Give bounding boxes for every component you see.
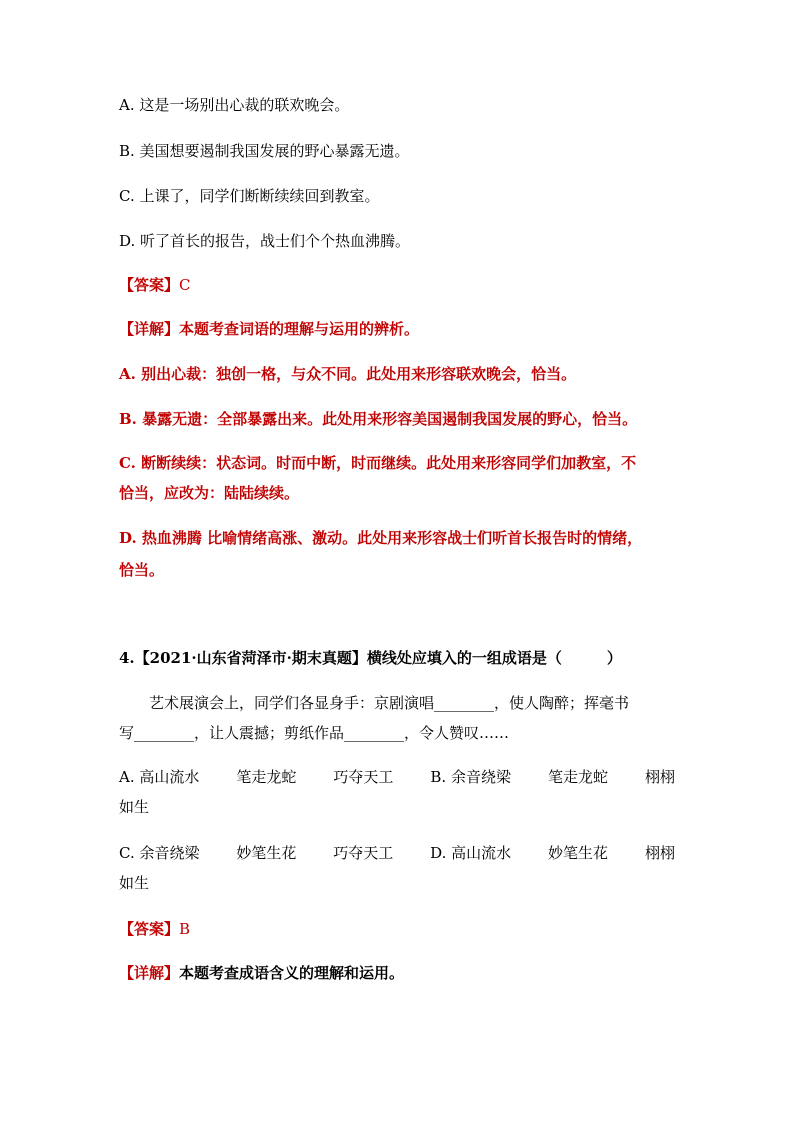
q3-option-a: A. 这是一场别出心裁的联欢晚会。 (119, 96, 350, 114)
q3-explanation-c-line1: C. 断断续续：状态词。时而中断，时而继续。此处用来形容同学们加教室，不 (119, 454, 637, 472)
q3-explanation-b: B. 暴露无遗：全部暴露出来。此处用来形容美国遏制我国发展的野心，恰当。 (119, 410, 638, 428)
q4-answer-value: B (179, 920, 191, 938)
q4-answer (119, 914, 679, 944)
q4-row1-tail: 如生 (119, 798, 150, 816)
q4-row2-item: C. 余音绕梁 (119, 844, 200, 862)
q3-option-b: B. 美国想要遏制我国发展的野心暴露无遗。 (119, 142, 410, 160)
q4-row2-item: 妙笔生花 (236, 844, 297, 862)
q4-row2-item: 巧夺天工 (333, 844, 394, 862)
q4-passage-line2: 写________，让人震撼；剪纸作品________，令人赞叹…… (119, 724, 510, 742)
q3-explanation-d-line1: D. 热血沸腾 比喻情绪高涨、激动。此处用来形容战士们听首长报告时的情绪， (119, 529, 643, 547)
q4-row2-item: 妙笔生花 (548, 844, 609, 862)
q4-passage-line1: 艺术展演会上，同学们各显身手：京剧演唱________，使人陶醉；挥毫书 (149, 694, 630, 712)
q4-row1-item: A. 高山流水 (119, 768, 200, 786)
q4-row1-item: 笔走龙蛇 (236, 768, 297, 786)
q3-detail-tag: 【详解】 (119, 320, 180, 338)
q3-detail-intro: 本题考查词语的理解与运用的辨析。 (179, 320, 420, 338)
q4-detail (119, 958, 679, 988)
q3-answer-value: C (179, 276, 191, 294)
q4-row1-item: 巧夺天工 (333, 768, 394, 786)
q3-detail (119, 314, 679, 344)
q4-row1-item: B. 余音绕梁 (430, 768, 511, 786)
q4-detail-intro: 本题考查成语含义的理解和运用。 (179, 964, 405, 982)
q4-row1-item: 栩栩 (644, 768, 675, 786)
q4-options-row2 (119, 838, 675, 868)
q4-row2-tail: 如生 (119, 874, 150, 892)
q3-explanation-d-line2: 恰当。 (119, 561, 165, 579)
q4-row1-item: 笔走龙蛇 (547, 768, 608, 786)
q3-answer (119, 270, 679, 300)
q4-row2-item: D. 高山流水 (430, 844, 512, 862)
q3-explanation-c-line2: 恰当，应改为：陆陆续续。 (119, 484, 300, 502)
q4-detail-tag: 【详解】 (119, 964, 180, 982)
q4-answer-tag: 【答案】 (119, 920, 180, 938)
q3-answer-tag: 【答案】 (119, 276, 180, 294)
q4-row2-item: 栩栩 (644, 844, 675, 862)
q3-explanation-a: A. 别出心裁：独创一格，与众不同。此处用来形容联欢晚会，恰当。 (119, 365, 577, 383)
q4-options-row1 (119, 762, 675, 792)
q3-option-c: C. 上课了，同学们断断续续回到教室。 (119, 187, 380, 205)
q4-stem: 4.【2021·山东省菏泽市·期末真题】横线处应填入的一组成语是（ ） (119, 649, 622, 667)
q3-option-d: D. 听了首长的报告，战士们个个热血沸腾。 (119, 232, 411, 250)
